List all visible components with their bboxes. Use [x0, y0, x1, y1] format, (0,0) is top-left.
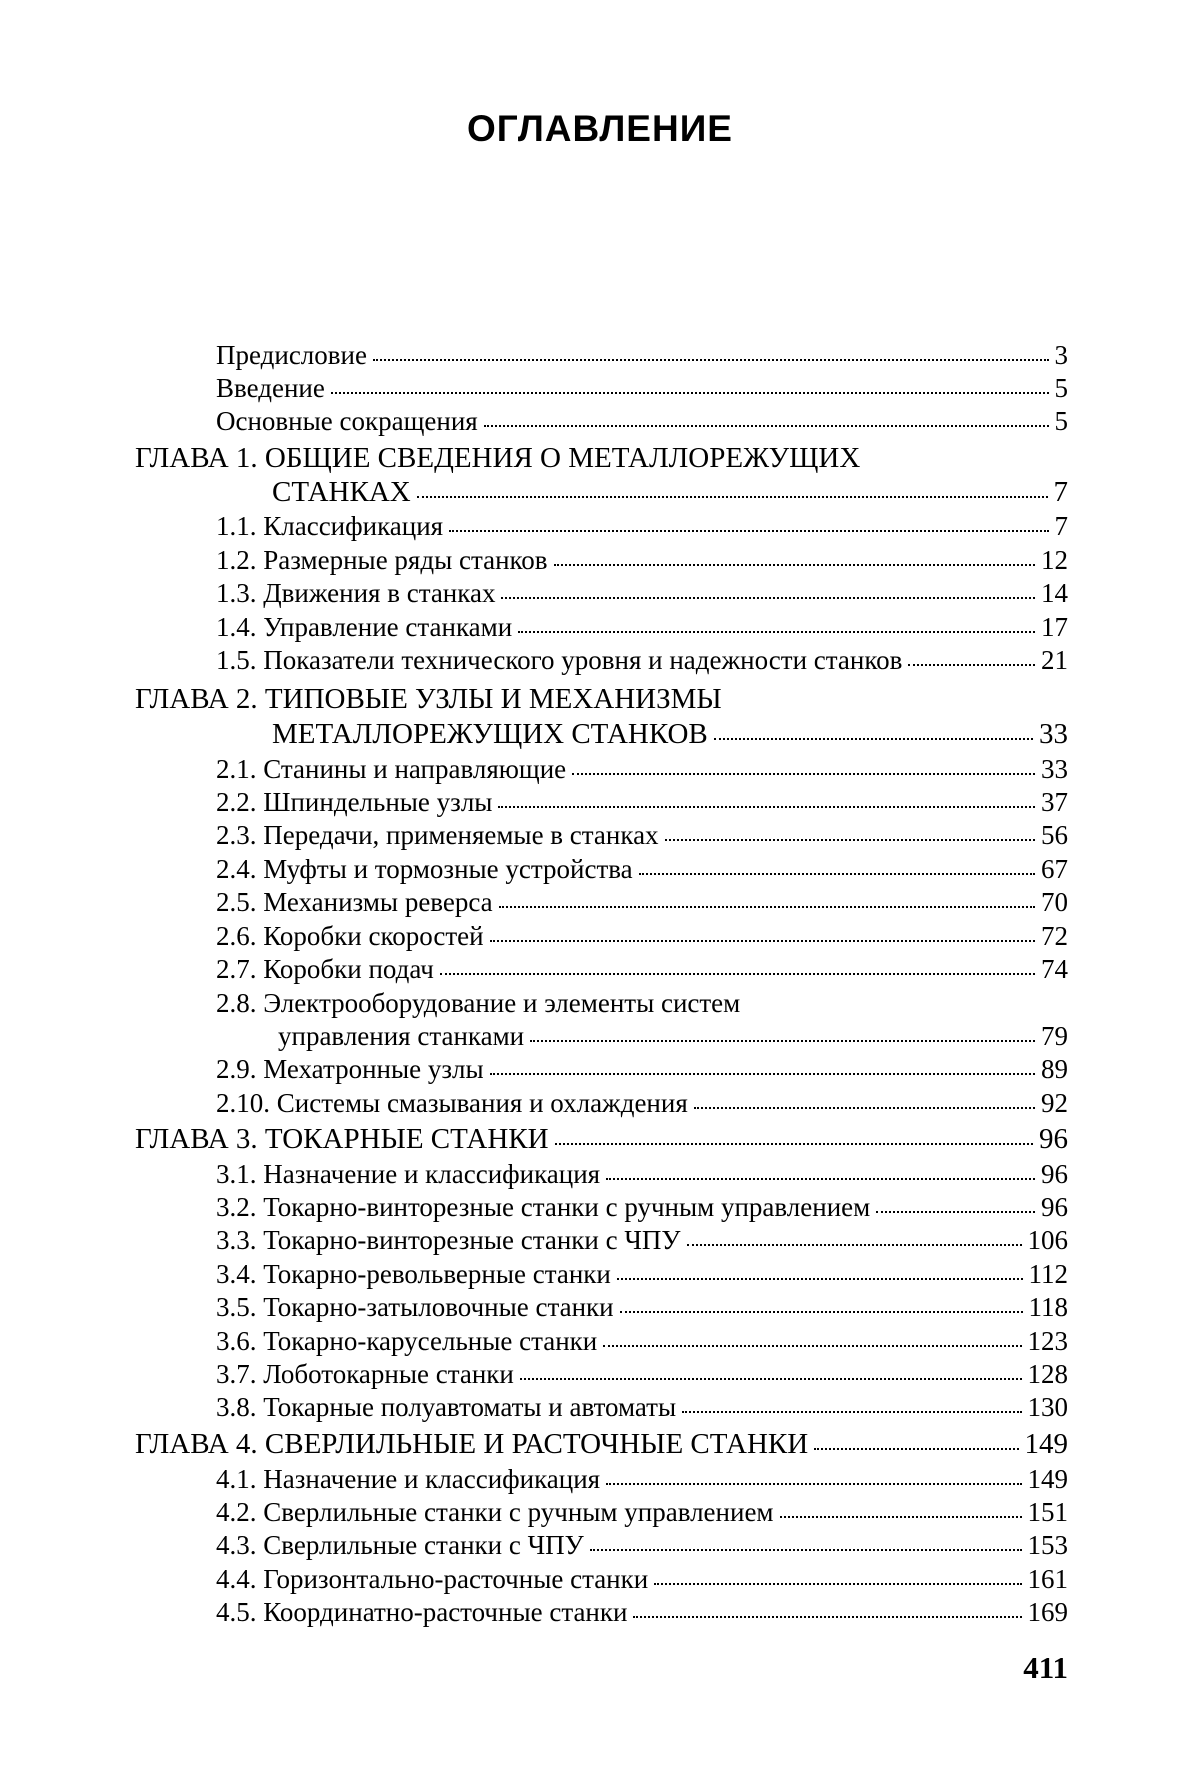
toc-entry-title: 2.4. Муфты и тормозные устройства — [216, 854, 633, 884]
leader-dots — [331, 392, 1049, 394]
leader-dots — [694, 1107, 1035, 1109]
toc-section-4-5 — [216, 1599, 1068, 1626]
leader-dots — [633, 1616, 1021, 1618]
toc-section-2-8-line1: 2.8. Электрооборудование и элементы систем — [216, 988, 741, 1018]
leader-dots — [617, 1278, 1023, 1280]
toc-entry-page: 96 — [1039, 1123, 1068, 1155]
leader-dots — [490, 940, 1035, 942]
toc-entry-page: 3 — [1054, 340, 1068, 370]
toc-section-3-6 — [216, 1328, 1068, 1355]
leader-dots — [484, 425, 1049, 427]
chapter-3-heading — [135, 1125, 1068, 1154]
toc-entry-title: Предисловие — [216, 340, 367, 370]
leader-dots — [606, 1483, 1021, 1485]
chapter-1-title: ГЛАВА 1. ОБЩИЕ СВЕДЕНИЯ О МЕТАЛЛОРЕЖУЩИХ — [135, 442, 861, 474]
toc-entry-page: 151 — [1027, 1497, 1068, 1527]
toc-section-3-7 — [216, 1361, 1068, 1388]
toc-section-4-3 — [216, 1532, 1068, 1559]
toc-entry-page: 21 — [1041, 645, 1068, 675]
leader-dots — [639, 873, 1035, 875]
leader-dots — [687, 1244, 1022, 1246]
toc-section-1-5 — [216, 647, 1068, 674]
toc-entry-page: 112 — [1028, 1259, 1068, 1289]
toc-section-2-8 — [278, 1023, 1068, 1050]
toc-entry-page: 130 — [1027, 1392, 1068, 1422]
toc-entry-title: 3.5. Токарно-затыловочные станки — [216, 1292, 614, 1322]
toc-entry-title: 2.2. Шпиндельные узлы — [216, 787, 493, 817]
toc-entry-page: 153 — [1027, 1530, 1068, 1560]
toc-entry-page: 128 — [1027, 1359, 1068, 1389]
leader-dots — [590, 1549, 1022, 1551]
toc-entry-title: 1.5. Показатели технического уровня и надежности станков — [216, 645, 903, 675]
toc-section-4-1 — [216, 1466, 1068, 1493]
toc-section-3-2 — [216, 1194, 1068, 1221]
leader-dots — [530, 1040, 1035, 1042]
toc-entry-page: 74 — [1041, 954, 1068, 984]
toc-entry-page: 70 — [1041, 887, 1068, 917]
leader-dots — [908, 664, 1035, 666]
page-number: 411 — [1023, 1650, 1068, 1685]
leader-dots — [498, 806, 1035, 808]
leader-dots — [780, 1516, 1022, 1518]
toc-entry-page: 149 — [1024, 1428, 1068, 1460]
leader-dots — [417, 496, 1048, 498]
chapter-2-heading-end — [272, 720, 1068, 749]
leader-dots — [555, 1143, 1033, 1145]
toc-section-2-5 — [216, 889, 1068, 916]
toc-section-3-5 — [216, 1294, 1068, 1321]
leader-dots — [440, 973, 1035, 975]
toc-entry-page: 7 — [1053, 476, 1068, 508]
toc-section-3-3 — [216, 1227, 1068, 1254]
toc-entry-page: 149 — [1027, 1464, 1068, 1494]
toc-entry-title: 4.3. Сверлильные станки с ЧПУ — [216, 1530, 584, 1560]
toc-entry-title: 4.2. Сверлильные станки с ручным управлением — [216, 1497, 774, 1527]
leader-dots — [520, 1378, 1022, 1380]
toc-section-1-4 — [216, 614, 1068, 641]
toc-section-4-2 — [216, 1499, 1068, 1526]
toc-entry-page: 92 — [1041, 1088, 1068, 1118]
toc-entry-page: 161 — [1027, 1564, 1068, 1594]
leader-dots — [606, 1178, 1035, 1180]
leader-dots — [501, 597, 1035, 599]
toc-entry-page: 123 — [1027, 1326, 1068, 1356]
toc-entry-title: 3.2. Токарно-винторезные станки с ручным управлением — [216, 1192, 871, 1222]
leader-dots — [654, 1583, 1021, 1585]
toc-section-2-10 — [216, 1090, 1068, 1117]
chapter-4-title: ГЛАВА 4. СВЕРЛИЛЬНЫЕ И РАСТОЧНЫЕ СТАНКИ — [135, 1428, 809, 1460]
chapter-1-heading-end — [272, 478, 1068, 507]
toc-entry-page: 17 — [1041, 612, 1068, 642]
leader-dots — [554, 564, 1035, 566]
toc-entry-page: 33 — [1041, 754, 1068, 784]
toc-entry-title: 1.4. Управление станками — [216, 612, 513, 642]
toc-entry-title: Основные сокращения — [216, 406, 478, 436]
toc-section-1-3 — [216, 580, 1068, 607]
toc-entry-page: 7 — [1054, 511, 1068, 541]
toc-section-3-4 — [216, 1261, 1068, 1288]
toc-entry-page: 79 — [1041, 1021, 1068, 1051]
toc-entry-page: 12 — [1041, 545, 1068, 575]
toc-section-2-9 — [216, 1056, 1068, 1083]
leader-dots — [449, 530, 1048, 532]
toc-section-2-7 — [216, 956, 1068, 983]
toc-entry-title: 2.9. Мехатронные узлы — [216, 1054, 484, 1084]
toc-section-2-3 — [216, 822, 1068, 849]
toc-section-4-4 — [216, 1566, 1068, 1593]
toc-entry-abbreviations — [216, 408, 1068, 435]
toc-entry-page: 67 — [1041, 854, 1068, 884]
chapter-title-continuation: МЕТАЛЛОРЕЖУЩИХ СТАНКОВ — [272, 718, 708, 750]
toc-entry-page: 33 — [1039, 718, 1068, 750]
toc-entry-title: 4.5. Координатно-расточные станки — [216, 1597, 628, 1627]
leader-dots — [714, 738, 1033, 740]
leader-dots — [373, 359, 1049, 361]
toc-section-2-4 — [216, 856, 1068, 883]
toc-entry-introduction — [216, 375, 1068, 402]
leader-dots — [518, 631, 1035, 633]
toc-entry-title: 3.6. Токарно-карусельные станки — [216, 1326, 598, 1356]
toc-entry-page: 118 — [1028, 1292, 1068, 1322]
toc-entry-page: 106 — [1027, 1225, 1068, 1255]
toc-entry-title: 2.1. Станины и направляющие — [216, 754, 567, 784]
toc-entry-title: 3.7. Лоботокарные станки — [216, 1359, 514, 1389]
toc-entry-page: 96 — [1041, 1159, 1068, 1189]
toc-entry-title: 3.3. Токарно-винторезные станки с ЧПУ — [216, 1225, 681, 1255]
toc-entry-page: 5 — [1054, 406, 1068, 436]
toc-entry-page: 5 — [1054, 373, 1068, 403]
toc-section-3-8 — [216, 1394, 1068, 1421]
toc-entry-page: 72 — [1041, 921, 1068, 951]
toc-section-3-1 — [216, 1161, 1068, 1188]
toc-entry-title: 2.10. Системы смазывания и охлаждения — [216, 1088, 688, 1118]
leader-dots — [572, 773, 1035, 775]
chapter-4-heading — [135, 1430, 1068, 1459]
toc-entry-title: 4.1. Назначение и классификация — [216, 1464, 601, 1494]
toc-entry-title: 2.3. Передачи, применяемые в станках — [216, 820, 659, 850]
toc-section-1-2 — [216, 547, 1068, 574]
leader-dots — [499, 906, 1035, 908]
toc-entry-title: 1.3. Движения в станках — [216, 578, 496, 608]
toc-entry-page: 169 — [1027, 1597, 1068, 1627]
toc-entry-title: 1.2. Размерные ряды станков — [216, 545, 548, 575]
toc-entry-title: 2.6. Коробки скоростей — [216, 921, 484, 951]
toc-entry-title: 3.8. Токарные полуавтоматы и автоматы — [216, 1392, 677, 1422]
toc-section-2-6 — [216, 923, 1068, 950]
toc-entry-title: 3.1. Назначение и классификация — [216, 1159, 601, 1189]
toc-section-2-2 — [216, 789, 1068, 816]
toc-section-1-1 — [216, 513, 1068, 540]
toc-entry-title: 2.5. Механизмы реверса — [216, 887, 493, 917]
chapter-3-title: ГЛАВА 3. ТОКАРНЫЕ СТАНКИ — [135, 1123, 549, 1155]
toc-entry-page: 56 — [1041, 820, 1068, 850]
toc-entry-page: 14 — [1041, 578, 1068, 608]
leader-dots — [620, 1311, 1023, 1313]
toc-entry-title: 2.7. Коробки подач — [216, 954, 434, 984]
toc-section-2-1 — [216, 756, 1068, 783]
toc-entry-title: 1.1. Классификация — [216, 511, 444, 541]
toc-entry-title: 3.4. Токарно-револьверные станки — [216, 1259, 611, 1289]
toc-entry-preface — [216, 342, 1068, 369]
leader-dots — [682, 1411, 1021, 1413]
leader-dots — [876, 1211, 1035, 1213]
toc-entry-page: 96 — [1041, 1192, 1068, 1222]
toc-entry-page: 37 — [1041, 787, 1068, 817]
leader-dots — [665, 839, 1035, 841]
toc-entry-title: 4.4. Горизонтально-расточные станки — [216, 1564, 649, 1594]
toc-entry-title: Введение — [216, 373, 325, 403]
leader-dots — [490, 1073, 1035, 1075]
leader-dots — [603, 1345, 1021, 1347]
chapter-title-continuation: СТАНКАХ — [272, 476, 411, 508]
chapter-2-title: ГЛАВА 2. ТИПОВЫЕ УЗЛЫ И МЕХАНИЗМЫ — [135, 683, 722, 715]
leader-dots — [814, 1448, 1018, 1450]
toc-entry-page: 89 — [1041, 1054, 1068, 1084]
page-title: ОГЛАВЛЕНИЕ — [467, 108, 733, 149]
toc-entry-title: управления станками — [278, 1021, 525, 1051]
